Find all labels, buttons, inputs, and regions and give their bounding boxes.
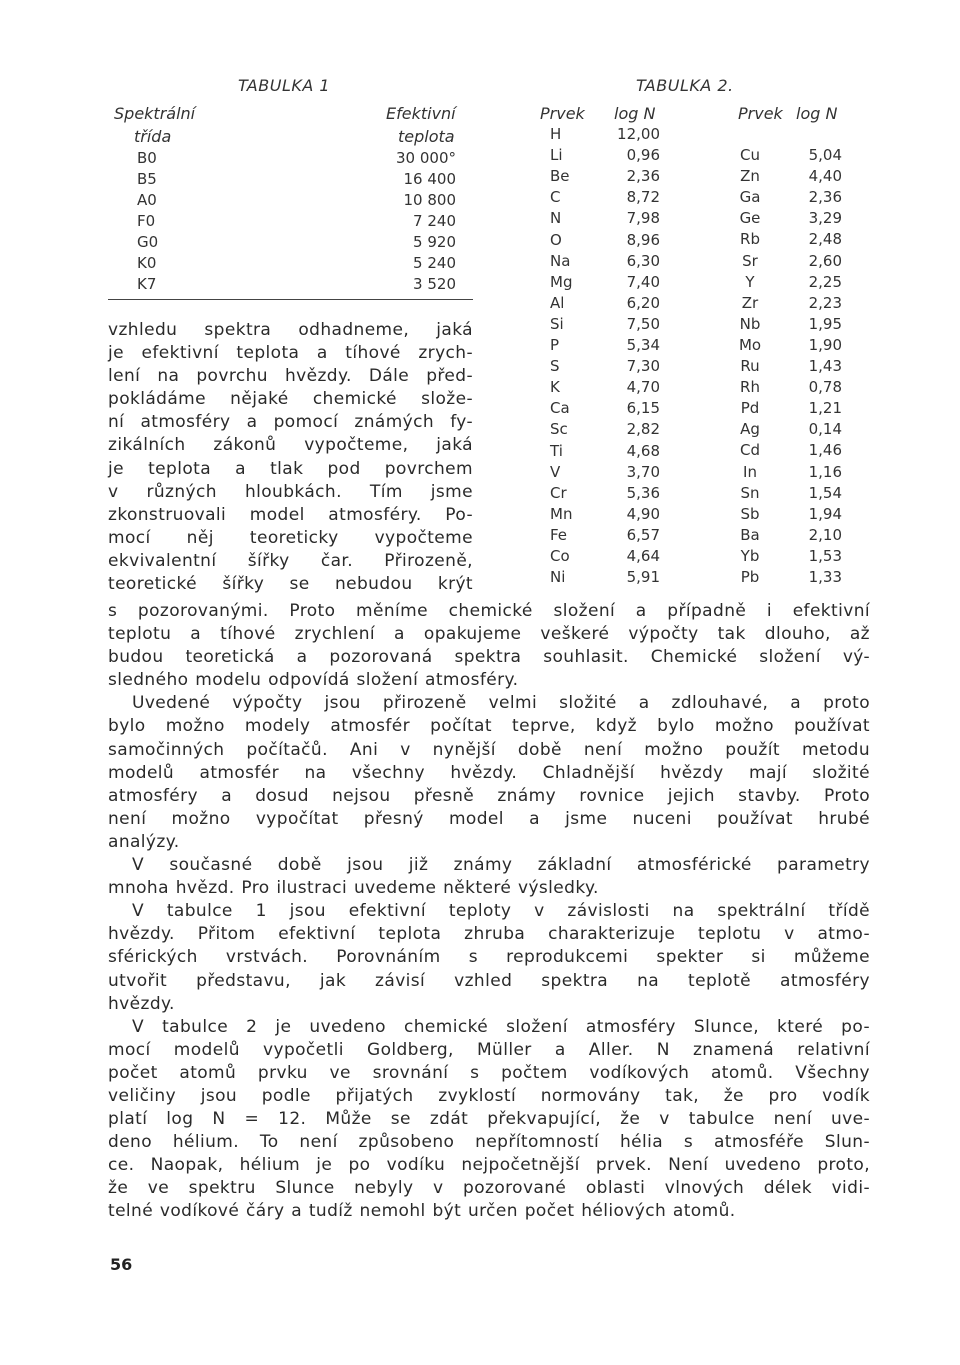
- table2-element-cell: Fe: [550, 525, 568, 544]
- table2-header-element-right: Prvek: [738, 104, 783, 123]
- table2-element-cell: O: [550, 230, 562, 249]
- table2-logn-cell: 1,43: [808, 357, 842, 375]
- table2-logn-cell: 1,46: [808, 441, 842, 460]
- table2-element-cell: Nb: [739, 314, 761, 333]
- table2-logn-cell: 4,90: [626, 504, 660, 523]
- table2-element-cell: Sc: [550, 420, 568, 439]
- table2-header-element-left: Prvek: [540, 104, 585, 123]
- text-line: samočinných počítačů. Ani v nynější době není možno použít metodu: [108, 739, 870, 760]
- table2-logn-cell: 4,64: [626, 547, 660, 565]
- text-line: že ve spektru Slunce nebyly v pozorované oblasti vlnových délek vidi-: [108, 1178, 870, 1199]
- table2-logn-cell: 2,25: [808, 272, 842, 291]
- table2-logn-cell: 7,30: [626, 357, 660, 376]
- table2-element-cell: Ba: [740, 525, 760, 544]
- text-line: mnoha hvězd. Pro ilustraci uvedeme některé výsledky.: [108, 878, 599, 899]
- text-line: V současné době jsou již známy základní atmosférické parametry: [132, 855, 870, 876]
- table2-logn-cell: 4,68: [626, 441, 660, 460]
- text-line: Uvedené výpočty jsou přirozeně velmi složité a zdlouhavé, a proto: [132, 693, 870, 714]
- table2-logn-cell: 8,96: [626, 230, 660, 249]
- table2-element-cell: Mg: [550, 272, 573, 291]
- table2-logn-cell: 1,53: [808, 546, 842, 565]
- table1-temp-cell: 3 520: [413, 275, 456, 293]
- text-line: vzhledu spektra odhadneme, jaká: [108, 320, 473, 340]
- table1-class-cell: A0: [137, 191, 157, 209]
- table2-logn-cell: 1,95: [808, 314, 842, 333]
- table2-logn-cell: 6,57: [626, 525, 660, 544]
- table2-logn-cell: 5,36: [626, 483, 660, 502]
- table2-element-cell: H: [550, 125, 562, 143]
- table2-element-cell: Y: [745, 272, 755, 291]
- table2-header-logn-left: log N: [614, 104, 656, 123]
- table2-element-cell: K: [550, 378, 560, 397]
- table2-logn-cell: 1,33: [808, 568, 842, 586]
- table2-logn-cell: 6,20: [626, 293, 660, 312]
- table2-element-cell: Sr: [742, 251, 758, 270]
- table1-header-class-line2: třída: [134, 127, 172, 146]
- table1-class-cell: K0: [137, 254, 157, 272]
- text-line: hvězdy. Přitom efektivní teplota zhruba charakterizuje teplotu v atmo-: [108, 924, 870, 945]
- text-line: lení na povrchu hvězdy. Dále před-: [108, 366, 473, 387]
- table2-logn-cell: 7,98: [626, 209, 660, 228]
- table1-bottom-rule: [108, 299, 473, 300]
- table2-logn-cell: 7,40: [626, 272, 660, 291]
- table2-logn-cell: 4,70: [626, 378, 660, 397]
- text-line: V tabulce 2 je uvedeno chemické složení atmosféry Slunce, které po-: [132, 1016, 870, 1037]
- table1-temp-cell: 5 240: [413, 254, 456, 272]
- table1-class-cell: B5: [137, 170, 157, 188]
- table2-element-cell: Na: [550, 251, 571, 270]
- table2-element-cell: Zr: [741, 293, 759, 312]
- text-line: pokládáme nějaké chemické slože-: [108, 389, 473, 410]
- table1-class-cell: F0: [137, 212, 156, 230]
- text-line: není možno vypočítat přesný model a jsme nuceni používat hrubé: [108, 808, 870, 829]
- table2-element-cell: Sn: [740, 483, 760, 502]
- text-line: počet atomů prvku ve srovnání s počtem vodíkových atomů. Všechny: [108, 1062, 870, 1083]
- table2-element-cell: Pd: [740, 399, 760, 418]
- table2-element-cell: Si: [550, 314, 564, 333]
- table2-logn-cell: 2,60: [808, 251, 842, 270]
- table2-logn-cell: 7,50: [626, 314, 660, 333]
- table2-element-cell: Ti: [550, 441, 563, 460]
- text-line: mocí modelů vypočetli Goldberg, Müller a Aller. N znamená relativní: [108, 1039, 870, 1060]
- table2-element-cell: Co: [550, 547, 570, 565]
- body-text: [108, 600, 870, 1224]
- table1-header-temp-line2: teplota: [398, 127, 455, 146]
- table2-element-cell: Ag: [740, 420, 760, 439]
- table1-header-class-line1: Spektrální: [114, 104, 196, 123]
- text-line: je efektivní teplota a tíhové zrych-: [108, 343, 473, 364]
- table2-header-logn-right: log N: [796, 104, 838, 123]
- text-line: v různých hloubkách. Tím jsme: [108, 481, 473, 502]
- table1-temp-cell: 7 240: [413, 212, 456, 230]
- table2-element-cell: Mo: [738, 335, 762, 354]
- text-line: teoretické šířky se nebudou krýt: [108, 574, 473, 595]
- table2-element-cell: Zn: [740, 167, 760, 186]
- table2-logn-cell: 4,40: [808, 167, 842, 186]
- table2-element-cell: Ni: [550, 568, 566, 587]
- table2-caption: TABULKA 2.: [636, 76, 734, 95]
- text-line: modelů atmosfér na všechny hvězdy. Chladnější hvězdy mají složité: [108, 762, 870, 783]
- table1-class-cell: B0: [137, 149, 157, 167]
- text-line: ce. Naopak, hélium je po vodíku nejpočetnější prvek. Není uvedeno proto,: [108, 1155, 870, 1176]
- table2-logn-cell: 5,91: [626, 568, 660, 587]
- text-line: hvězdy.: [108, 993, 175, 1014]
- table2-logn-cell: 1,16: [808, 462, 842, 481]
- text-line: telné vodíkové čáry a tudíž nemohl být určen počet héliových atomů.: [108, 1201, 736, 1222]
- table2-element-cell: V: [550, 462, 561, 481]
- table2-element-cell: Yb: [740, 546, 760, 565]
- table2-logn-cell: 1,54: [808, 483, 842, 502]
- table2-element-cell: Li: [550, 146, 563, 165]
- table2-logn-cell: 2,82: [626, 420, 660, 439]
- text-line: je teplota a tlak pod povrchem: [108, 458, 473, 479]
- table2-element-cell: In: [743, 462, 757, 481]
- table2-element-cell: N: [550, 209, 562, 228]
- text-line: bylo možno modely atmosfér počítat teprve, když bylo možno používat: [108, 716, 870, 737]
- table2-element-cell: S: [550, 357, 560, 376]
- table2-logn-cell: 8,72: [626, 188, 660, 207]
- page-number: 56: [110, 1255, 133, 1274]
- table2-element-cell: C: [550, 188, 561, 207]
- table2-element-cell: Ca: [550, 399, 570, 418]
- text-line: sférických vrstvách. Porovnáním s reprodukcemi spekter si můžeme: [108, 947, 870, 968]
- side-paragraph: [108, 319, 473, 596]
- text-line: budou teoretická a pozorovaná spektra souhlasit. Chemické složení vý-: [108, 647, 870, 668]
- text-line: analýzy.: [108, 831, 180, 852]
- table2-logn-cell: 6,30: [626, 251, 660, 270]
- table2-logn-cell: 2,23: [808, 293, 842, 312]
- table1-temp-cell: 10 800: [403, 191, 456, 209]
- table2-element-cell: Ga: [739, 188, 761, 207]
- text-line: teplotu a tíhové zrychlení a opakujeme veškeré výpočty tak dlouho, až: [108, 624, 870, 645]
- table2-logn-cell: 0,14: [808, 420, 842, 439]
- table2-element-cell: Cu: [740, 146, 760, 164]
- table2-logn-cell: 0,96: [626, 146, 660, 165]
- table1-caption: TABULKA 1: [238, 76, 331, 95]
- table2-element-cell: Ru: [740, 357, 760, 375]
- text-line: s pozorovanými. Proto měníme chemické složení a případně i efektivní: [108, 601, 870, 621]
- table2-element-cell: Rh: [740, 378, 760, 397]
- text-line: sledného modelu odpovídá složení atmosféry.: [108, 670, 519, 691]
- table1-header-temp-line1: Efektivní: [386, 104, 456, 123]
- table2-element-cell: Rb: [740, 230, 760, 249]
- table1-temp-cell: 16 400: [403, 170, 456, 188]
- table2-logn-cell: 3,29: [808, 209, 842, 228]
- table2-logn-cell: 12,00: [617, 125, 660, 143]
- table2-element-cell: Al: [550, 293, 565, 312]
- table2-logn-cell: 2,36: [626, 167, 660, 186]
- text-line: zikálních zákonů vypočteme, jaká: [108, 435, 473, 456]
- table2-element-cell: Mn: [550, 504, 573, 523]
- table1-class-cell: G0: [137, 233, 159, 251]
- text-line: atmosféry a dosud nejsou přesně známy rovnice jejich stavby. Proto: [108, 785, 870, 806]
- table2-element-cell: Ge: [739, 209, 761, 228]
- text-line: deno hélium. To není způsobeno nepřítomností hélia s atmosféře Slun-: [108, 1132, 870, 1153]
- text-line: ní atmosféry a pomocí známých fy-: [108, 412, 473, 433]
- table2-element-cell: Cd: [740, 441, 760, 460]
- table2-logn-cell: 2,36: [808, 188, 842, 207]
- table2-logn-cell: 2,48: [808, 230, 842, 249]
- text-line: mocí něj teoreticky vypočteme: [108, 527, 473, 548]
- table2-logn-cell: 1,21: [808, 399, 842, 418]
- table2-logn-cell: 6,15: [626, 399, 660, 418]
- table2-logn-cell: 5,34: [626, 336, 660, 354]
- text-line: veličiny jsou podle přijatých zvyklostí normovány tak, že pro vodík: [108, 1085, 870, 1106]
- table2-logn-cell: 5,04: [808, 146, 842, 164]
- table2-logn-cell: 3,70: [626, 462, 660, 481]
- table2-logn-cell: 1,94: [808, 504, 842, 523]
- text-line: utvořit představu, jak závisí vzhled spektra na teplotě atmosféry: [108, 970, 870, 991]
- text-line: V tabulce 1 jsou efektivní teploty v závislosti na spektrální třídě: [132, 901, 870, 922]
- table2-logn-cell: 2,10: [808, 525, 842, 544]
- table2-element-cell: Be: [550, 167, 570, 186]
- table2-element-cell: P: [550, 336, 560, 354]
- table1-temp-cell: 30 000°: [396, 149, 456, 167]
- text-line: platí log N = 12. Může se zdát překvapující, že v tabulce není uve-: [108, 1109, 870, 1130]
- table2-element-cell: Cr: [550, 483, 567, 502]
- text-line: ekvivalentní šířky čar. Přirozeně,: [108, 550, 473, 571]
- table1-temp-cell: 5 920: [413, 233, 456, 251]
- table2-element-cell: Sb: [740, 504, 760, 523]
- table2-logn-cell: 1,90: [808, 335, 842, 354]
- text-line: zkonstruovali model atmosféry. Po-: [108, 504, 473, 525]
- table2-element-cell: Pb: [740, 568, 760, 586]
- table1-class-cell: K7: [137, 275, 157, 293]
- table2-logn-cell: 0,78: [808, 378, 842, 397]
